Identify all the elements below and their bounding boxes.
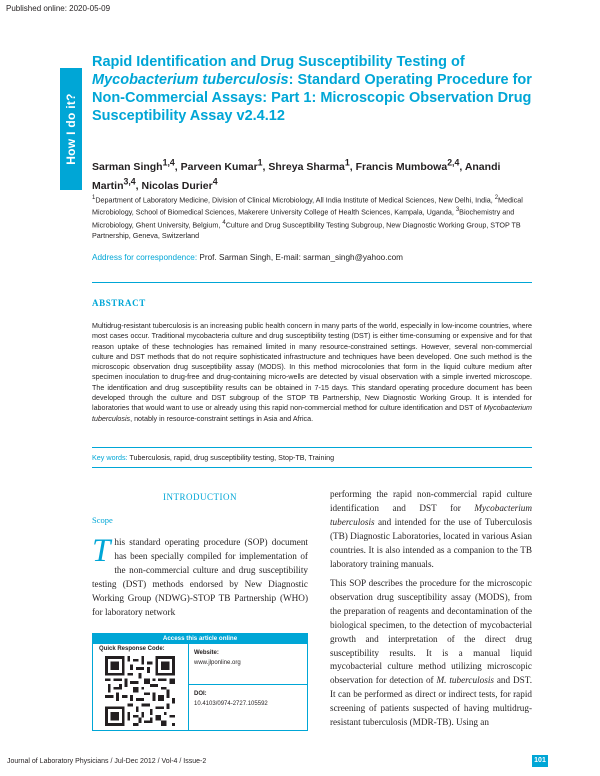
qr-label: Quick Response Code:	[99, 646, 165, 652]
divider	[92, 467, 532, 468]
intro-paragraph-1: performing the rapid non-commercial rapid culture identification and DST for Mycobacterium tuberculosis and intended for the use of Tuberculosis (TB) Diagnostic Laboratories, located in various Asian countries. It is also intended as a companion to the TB laboratory training manuals.	[330, 489, 532, 569]
website-label: Website:	[194, 650, 219, 656]
divider	[92, 447, 532, 448]
intro-paragraph-2: This SOP describes the procedure for the microscopic observation drug susceptibility assay (MODS), from the preparation of reagents and decontamination of the biological specimen, to the detection of mycobacterial growth and interpretation of the direct drug susceptibility results. It is a manual liquid mycobacterial culture method utilizing microscopic observation for detection of M. tuberculosis and DST. It can be performed as direct or indirect tests, for rapid screening of patients suspected of having multidrug-resistant tuberculosis (MDR-TB). Using an	[330, 578, 532, 728]
section-tab	[60, 68, 82, 190]
page-number: 101	[532, 755, 548, 767]
qr-code-icon[interactable]	[105, 656, 175, 726]
title-text-2: : Standard Operating Procedure for Non-Commercial Assays: Part 1: Microscopic Observation Drug Susceptibility Assay v2.4.12	[92, 72, 532, 124]
section-tab-label: How I do it?	[64, 93, 78, 165]
author: Sarman Singh$^{1,4}$,	[92, 157, 181, 173]
author-list	[92, 155, 532, 193]
correspondence-label: Address for correspondence:	[92, 253, 198, 262]
title-text-italic: Mycobacterium tuberculosis	[92, 72, 289, 88]
correspondence	[92, 253, 532, 262]
website-link[interactable]: www.jlponline.org	[194, 660, 241, 666]
box-divider	[188, 684, 308, 685]
title-text-1: Rapid Identification and Drug Susceptibility Testing of	[92, 54, 465, 70]
drop-cap: T	[92, 533, 111, 569]
author: Parveen Kumar$^1$,	[180, 157, 269, 173]
article-title	[92, 53, 532, 125]
author: Francis Mumbowa$^{2,4}$,	[355, 157, 465, 173]
doi-label: DOI:	[194, 691, 207, 697]
doi-link[interactable]: 10.4103/0974-2727.105592	[194, 701, 268, 707]
introduction-heading: INTRODUCTION	[163, 492, 237, 502]
keywords-label: Key words:	[92, 453, 128, 462]
author: Anandi Martin$^{3,4}$,	[92, 160, 501, 192]
abstract-text: Multidrug-resistant tuberculosis is an increasing public health concern in many parts of the world, especially in low-income countries, where most cases occur. Traditional mycobacteria culture and drug susceptibility testing (DST) is either time-consuming or expensive and for that reason uptake of these technologies has remained limited in many resource-constrained settings. However, several non-commercial culture and DST methods that do not require sophisticated infrastructure and techniques have been developed. One such method is the microscopic observation drug susceptibility assay (MODS). In this method microcolonies that form in the liquid culture medium after specimen inoculation to drug-free and drug-containing micro-wells are detected by visual observation with a simple inverted microscope. The identification and drug susceptibility results can be obtained in 7-15 days. This standard operating procedure document has been developed through the culture and DST subgroup of the STOP TB Partnership, New Diagnostic Working Group. It is intended for laboratories that would want to use or already using this rapid non-commercial method for culture identification and DST of Mycobacterium tuberculosis, notably in resource-constraint settings in Asia and Africa.	[92, 322, 532, 423]
scope-paragraph: This standard operating procedure (SOP) document has been specially compiled for implementation of the non-commercial culture and drug susceptibility testing (DST) methods endorsed by New Diagnostic Working Group (NDWG)-STOP TB Partnership (WHO) for laboratory network	[92, 533, 308, 617]
author: Nicolas Durier$^4$	[141, 176, 218, 192]
keywords-text: Tuberculosis, rapid, drug susceptibility testing, Stop-TB, Training	[127, 453, 335, 462]
divider	[92, 282, 532, 283]
author: Shreya Sharma$^1$,	[268, 157, 356, 173]
journal-footer: Journal of Laboratory Physicians / Jul-Dec 2012 / Vol-4 / Issue-2	[7, 758, 207, 765]
access-box-title: Access this article online	[93, 634, 307, 644]
correspondence-text: Prof. Sarman Singh, E-mail: sarman_singh@yahoo.com	[197, 253, 403, 262]
access-online-box	[92, 633, 308, 731]
published-date: Published online: 2020-05-09	[6, 4, 111, 13]
abstract-heading: ABSTRACT	[92, 298, 146, 308]
box-divider	[188, 644, 189, 731]
scope-heading: Scope	[92, 515, 113, 525]
affiliations: $^1$Department of Laboratory Medicine, Division of Clinical Microbiology, All India Institute of Medical Sciences, New Delhi, India, $^2$Medical Microbiology, School of Biomedical Sciences, Makerere University College of Health Sciences, Kampala, Uganda, $^3$Biochemistry and Microbiology, Ghent University, Belgium, $^4$Culture and Drug Susceptibility Testing Subgroup, New Diagnostic Working Group, STOP TB Partnership, Geneva, Switzerland	[92, 195, 523, 241]
keywords	[92, 453, 532, 462]
